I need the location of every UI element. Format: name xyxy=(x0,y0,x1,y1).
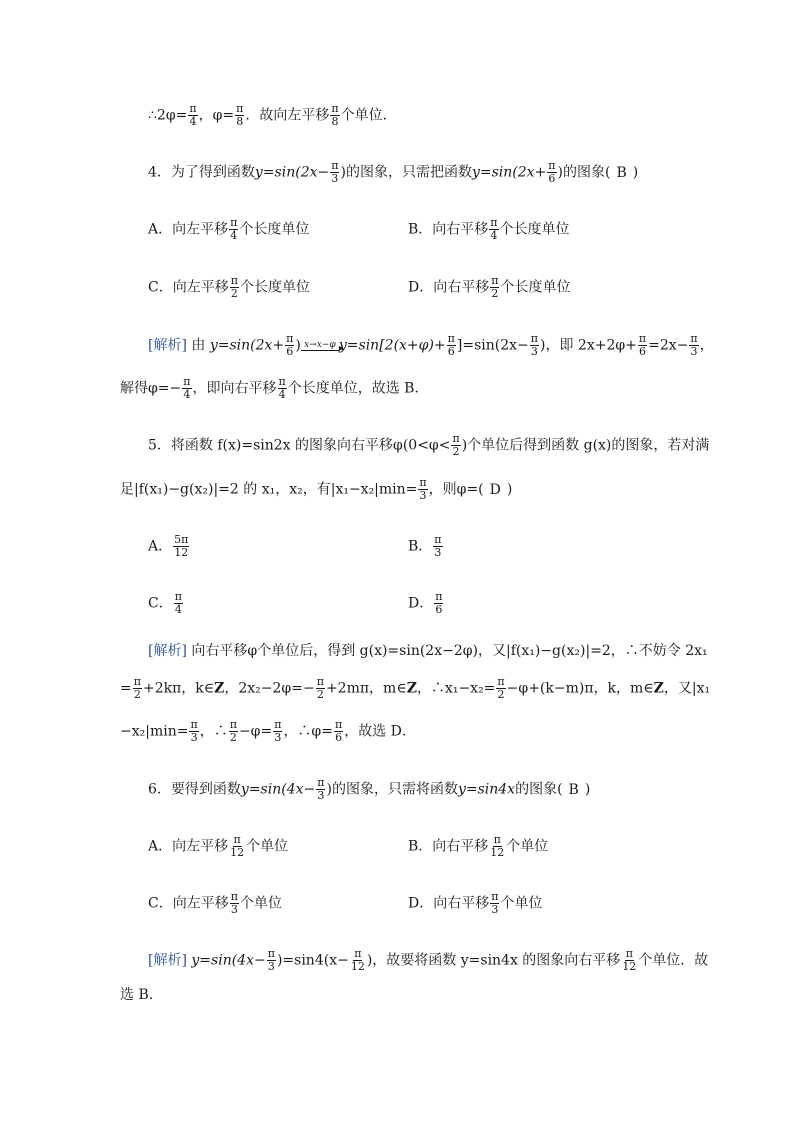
q6-analysis-line2: 选 B． xyxy=(120,987,163,1003)
q4-option-c: C．向左平移 $\frac{\pi}{2}$ 个长度单位 xyxy=(148,274,310,300)
q4-option-b: B．向右平移 $\frac{\pi}{4}$ 个长度单位 xyxy=(408,216,570,242)
q5-analysis-line2: = $\frac{\pi}{2}$ +2kπ，k∈Z，2x₂−2φ=− $\frac{\pi}{2}$ +2mπ，m∈Z，∴x₁−x₂= $\frac{\pi}{2}$ −φ+(k−m)π，k，m∈Z，又|x₁ xyxy=(120,675,711,701)
q5-analysis-line3: −x₂|min= $\frac{\pi}{3}$ ，∴ $\frac{\pi}{2}$ −φ= $\frac{\pi}{3}$ ，∴φ= $\frac{\pi}{6}$ ，故选 D． xyxy=(120,718,416,744)
q4-option-d: D．向右平移 $\frac{\pi}{2}$ 个长度单位 xyxy=(408,274,571,300)
fraction: $\frac{\pi}{8}$ xyxy=(236,102,244,128)
text: )的图象，只需把函数 xyxy=(340,164,472,181)
q5-option-a: A． $\frac{5\pi}{12}$ xyxy=(148,533,189,559)
fraction: $\frac{\pi}{3}$ xyxy=(331,159,339,185)
analysis-tag: [解析] xyxy=(148,952,187,969)
q4-option-a: A．向左平移 $\frac{\pi}{4}$ 个长度单位 xyxy=(148,216,310,242)
q5-analysis-line1: [解析] 向右平移φ个单位后，得到 g(x)=sin(2x−2φ)，又|f(x₁)−g(x₂)|=2，∴不妨令 2x₁ xyxy=(148,643,708,659)
question-5-stem-line2: 足|f(x₁)−g(x₂)|=2 的 x₁，x₂，有|x₁−x₂|min= $\frac{\pi}{3}$ ，则φ=( D ) xyxy=(120,476,513,502)
formula: y=sin(2x− xyxy=(254,164,330,181)
text: 个单位． xyxy=(340,107,397,124)
q6-option-b: B．向右平移 $\frac{\pi}{12}$ 个单位 xyxy=(408,833,549,859)
fraction: $\frac{\pi}{4}$ xyxy=(189,102,197,128)
analysis-tag: [解析] xyxy=(148,337,187,354)
question-5-stem-line1: 5．将函数 f(x)=sin2x 的图象向右平移φ(0<φ< $\frac{\pi}{2}$ )个单位后得到函数 g(x)的图象，若对满 xyxy=(148,432,710,458)
text: ) xyxy=(632,164,639,181)
analysis-tag: [解析] xyxy=(148,643,187,659)
q5-option-d: D． $\frac{\pi}{6}$ xyxy=(408,590,443,616)
answer-letter: B xyxy=(568,781,579,798)
text: ∴2φ= xyxy=(148,107,188,124)
text: )的图象( xyxy=(557,164,611,181)
q6-option-d: D．向右平移 $\frac{\pi}{3}$ 个单位 xyxy=(408,890,543,916)
fraction: $\frac{\pi}{8}$ xyxy=(331,102,339,128)
q4-analysis-line2: 解得φ=− $\frac{\pi}{4}$ ，即向右平移 $\frac{\pi}{4}$ 个长度单位，故选 B． xyxy=(120,375,429,401)
question-6-stem: 6．要得到函数y=sin(4x− $\frac{\pi}{3}$ )的图象，只需将函数y=sin4x的图象( B ) xyxy=(148,776,591,802)
text: 4．为了得到函数 xyxy=(148,164,255,181)
transform-arrow: x→x−φ ▸ xyxy=(301,340,339,351)
q6-analysis-line1: [解析] y=sin(4x− $\frac{\pi}{3}$ )=sin4(x− $\frac{\pi}{12}$ )，故要将函数 y=sin4x 的图象向右平移 $\frac{\pi}{12}$ 个单位．故 xyxy=(148,947,709,973)
solution-continuation-line xyxy=(148,103,397,128)
text: ．故向左平移 xyxy=(245,107,330,124)
q5-option-b: B． $\frac{\pi}{3}$ xyxy=(408,533,442,559)
fraction: $\frac{\pi}{6}$ xyxy=(548,159,556,185)
q6-option-c: C．向左平移 $\frac{\pi}{3}$ 个单位 xyxy=(148,890,282,916)
question-4-stem xyxy=(148,160,638,185)
q5-option-c: C． $\frac{\pi}{4}$ xyxy=(148,590,182,616)
text: ，φ= xyxy=(198,107,235,124)
q6-option-a: A．向左平移 $\frac{\pi}{12}$ 个单位 xyxy=(148,833,289,859)
answer-letter: B xyxy=(616,164,627,181)
answer-letter: D xyxy=(489,481,501,498)
formula: y=sin(2x+ xyxy=(471,164,547,181)
q4-analysis-line1: [解析] 由 y=sin(2x+ $\frac{\pi}{6}$ ) x→x−φ ▸ y=sin[2(x+φ)+ $\frac{\pi}{6}$ ]=sin(2x− $\frac{\pi}{3}$ )，即 2x+2φ+ $\frac{\pi}{6}$ =2x− $\frac{\pi}{3}$ ， xyxy=(148,333,714,358)
